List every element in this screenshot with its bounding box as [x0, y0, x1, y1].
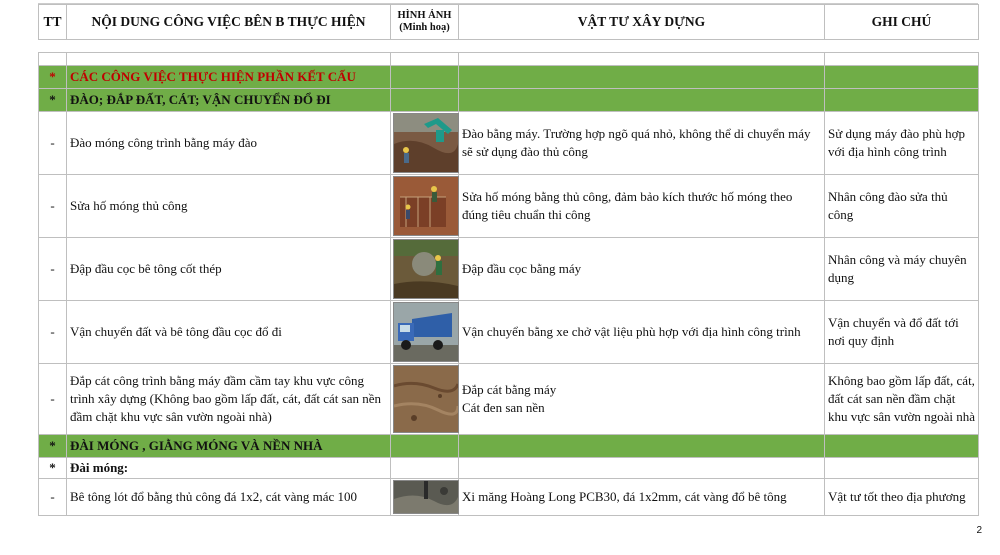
subsection-title: Đài móng:	[67, 458, 391, 479]
section-title: ĐÀI MÓNG , GIẰNG MÓNG VÀ NỀN NHÀ	[67, 435, 391, 458]
section-row	[39, 89, 979, 112]
concrete-photo	[393, 480, 459, 514]
row-notes: Nhân công và máy chuyên dụng	[825, 238, 979, 301]
subsection-row	[39, 458, 979, 479]
section-title: ĐÀO; ĐẮP ĐẤT, CÁT; VẬN CHUYỂN ĐỔ ĐI	[67, 89, 391, 112]
row-tt: -	[39, 175, 67, 238]
row-tt: -	[39, 364, 67, 435]
header-tt: TT	[39, 5, 67, 40]
manual-dig-photo	[393, 176, 459, 236]
row-tt: -	[39, 238, 67, 301]
table-row	[39, 301, 979, 364]
row-tt: -	[39, 112, 67, 175]
section-marker: *	[39, 66, 67, 89]
row-materials: Sửa hố móng bằng thủ công, đảm bảo kích thước hố móng theo đúng tiêu chuẩn thi công	[459, 175, 825, 238]
row-materials: Xi măng Hoàng Long PCB30, đá 1x2mm, cát vàng đổ bê tông	[459, 479, 825, 516]
section-marker: *	[39, 89, 67, 112]
row-content: Vận chuyển đất và bê tông đầu cọc đổ đi	[67, 301, 391, 364]
table-header	[38, 4, 979, 40]
section-row	[39, 66, 979, 89]
row-image	[391, 175, 459, 238]
row-image	[391, 364, 459, 435]
row-image	[391, 479, 459, 516]
row-tt: -	[39, 479, 67, 516]
table-row	[39, 479, 979, 516]
header-image	[391, 5, 459, 40]
table-row	[39, 112, 979, 175]
row-tt: -	[39, 301, 67, 364]
header-image-line2: (Minh hoạ)	[399, 22, 450, 33]
row-notes: Sử dụng máy đào phù hợp với địa hình công trình	[825, 112, 979, 175]
table-row	[39, 238, 979, 301]
row-materials: Vận chuyển bằng xe chở vật liệu phù hợp với địa hình công trình	[459, 301, 825, 364]
subsection-marker: *	[39, 458, 67, 479]
row-content: Sửa hố móng thủ công	[67, 175, 391, 238]
row-image	[391, 112, 459, 175]
row-image	[391, 301, 459, 364]
materials-line: Đắp cát bằng máy	[462, 382, 557, 397]
row-notes: Vận chuyển và đổ đất tới nơi quy định	[825, 301, 979, 364]
section-marker: *	[39, 435, 67, 458]
row-image	[391, 238, 459, 301]
table-row	[39, 175, 979, 238]
row-content: Đắp cát công trình bằng máy đầm cầm tay khu vực công trình xây dựng (Không bao gồm lấp đất, cát, đất cát san nền đầm chặt khu vực sân vườn ngoài nhà)	[67, 364, 391, 435]
materials-line: Cát đen san nền	[462, 400, 545, 415]
row-content: Đập đầu cọc bê tông cốt thép	[67, 238, 391, 301]
header-notes: GHI CHÚ	[825, 5, 979, 40]
row-notes: Nhân công đào sửa thủ công	[825, 175, 979, 238]
row-materials	[459, 364, 825, 435]
dump-truck-photo	[393, 302, 459, 362]
table-row	[39, 364, 979, 435]
header-image-line1: HÌNH ẢNH	[397, 10, 452, 21]
header-materials: VẬT TƯ XÂY DỰNG	[459, 5, 825, 40]
row-content: Bê tông lót đổ bằng thủ công đá 1x2, cát vàng mác 100	[67, 479, 391, 516]
excavator-photo	[393, 113, 459, 173]
work-table	[38, 52, 979, 516]
sand-photo	[393, 365, 459, 433]
row-materials: Đào bằng máy. Trường hợp ngõ quá nhỏ, không thể di chuyển máy sẽ sử dụng đào thủ công	[459, 112, 825, 175]
row-notes: Vật tư tốt theo địa phương	[825, 479, 979, 516]
page-number: 2	[976, 525, 982, 536]
section-row	[39, 435, 979, 458]
row-materials: Đập đầu cọc bằng máy	[459, 238, 825, 301]
pile-breaking-photo	[393, 239, 459, 299]
section-title: CÁC CÔNG VIỆC THỰC HIỆN PHẦN KẾT CẤU	[67, 66, 391, 89]
row-content: Đào móng công trình bằng máy đào	[67, 112, 391, 175]
spacer-row	[39, 53, 979, 66]
row-notes: Không bao gồm lấp đất, cát, đất cát san nền đầm chặt khu vực sân vườn ngoài nhà	[825, 364, 979, 435]
header-content: NỘI DUNG CÔNG VIỆC BÊN B THỰC HIỆN	[67, 5, 391, 40]
